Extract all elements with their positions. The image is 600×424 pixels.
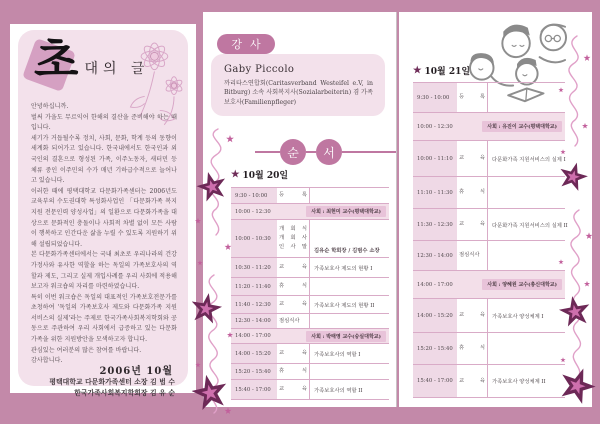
detail-cell: 가족보호사의 역할 II: [309, 380, 389, 399]
star-icon: ★: [231, 169, 240, 180]
order-circle-2: 서: [316, 139, 342, 165]
detail-cell: 다문화가족 지원서비스의 실제 I: [487, 141, 566, 176]
invitation-paragraph: 벌써 가을도 무르익어 한해의 결산을 준비해야 하는 때입니다.: [31, 113, 177, 132]
activity-cell: 개 회 식 개 회 사 인 사 말: [279, 226, 307, 250]
program-panel-day1: [203, 12, 397, 407]
order-circle-1: 순: [280, 139, 306, 165]
time-cell: 9:30 - 10:00: [413, 83, 457, 112]
activity-cell: 등 록: [459, 94, 485, 100]
schedule-row: [231, 344, 389, 364]
time-cell: 15:20 - 15:40: [413, 333, 457, 364]
schedule-row: [413, 209, 568, 241]
time-cell: 12:30 - 14:00: [413, 241, 457, 270]
lecturer-description: 까리타스연합회(Caritasverband Westeifel e.V, in Bitburg) 소속 사회복지사(Sozialarbeiterin) 겸 가족보호사(Familienpfleger): [224, 80, 373, 106]
order-header: [255, 139, 396, 165]
detail-cell: [309, 278, 389, 295]
schedule-chair-row: [231, 204, 389, 220]
time-cell: 15:40 - 17:00: [413, 365, 457, 397]
activity-cell: 교 육: [279, 386, 307, 392]
lecturer-name: Gaby Piccolo: [224, 64, 295, 75]
schedule-row: [231, 296, 389, 314]
invitation-paragraph: 본 다문화가족센터에서는 국내 최초로 우리나라의 건강가정사와 유사한 역할을 하는 독일의 가족보호사의 역할과 제도, 그리고 실제 개입사례를 우리 사회에 적용해보고자 워크숍의 자리를 마련하였습니다.: [31, 251, 177, 291]
order-line: [255, 151, 280, 153]
time-cell: 10:00 - 10:30: [231, 220, 277, 257]
activity-cell: 등 록: [279, 192, 307, 198]
time-cell: 9:30 - 10:00: [231, 188, 277, 203]
signature-line: 평택대학교 다문화가족센터 소장 김 범 수: [49, 378, 175, 387]
time-cell: 10:30 - 11:20: [231, 258, 277, 277]
schedule-row: [231, 314, 389, 329]
activity-cell: 교 육: [459, 221, 485, 227]
star-icon: ★: [413, 65, 422, 76]
schedule-row: [413, 177, 565, 209]
time-cell: 11:30 - 12:30: [413, 209, 457, 240]
time-cell: 10:00 - 12:30: [235, 208, 271, 215]
time-cell: 15:40 - 17:00: [231, 380, 277, 399]
detail-cell: [487, 177, 565, 208]
detail-cell: [487, 241, 565, 270]
activity-cell: 휴 식: [459, 189, 485, 195]
detail-cell: 가족보호사 제도의 현황 I: [309, 258, 389, 277]
lecturer-label: 강사: [217, 34, 275, 54]
activity-cell: 교 육: [459, 377, 485, 384]
schedule-row: [413, 333, 565, 365]
day2-title: [413, 64, 470, 77]
time-cell: 11:10 - 11:30: [413, 177, 457, 208]
schedule-row: [413, 141, 565, 177]
activity-cell: 점심식사: [279, 317, 300, 324]
order-line: [342, 151, 396, 153]
detail-cell: [309, 314, 389, 328]
schedule-chair-row: [413, 271, 565, 299]
invitation-paragraph: 이러한 때에 평택대학교 다문화가족센터는 2006년도 교육부의 수도권대학 특성화사업인 「다문화가족 복지지원 전문인력 양성사업」의 일환으로 다문화가족을 대상으로 문화적인 충돌이나 사회적 차별 없이 모든 사람이 행복하고 인간다운 삶을 누릴 수 있도록 지원하기 위해 설립되었습니다.: [31, 187, 177, 248]
schedule-chair-row: [413, 113, 565, 141]
day2-title-text: 10월 21일: [424, 67, 471, 77]
detail-cell: 가족보호사 제도의 현황 II: [309, 296, 389, 313]
moderator-label: 사회 : 최현미 교수(평택대학교): [306, 206, 386, 217]
schedule-row: [413, 299, 565, 333]
activity-cell: 교 육: [459, 312, 485, 318]
activity-cell: 교 육: [279, 350, 307, 356]
order-line: [306, 151, 316, 153]
title-initial-char: 초: [34, 33, 79, 87]
time-cell: 11:20 - 11:40: [231, 278, 277, 295]
day1-title-text: 10월 20일: [242, 171, 289, 181]
invitation-box: [18, 30, 188, 398]
schedule-row: [413, 83, 565, 113]
detail-cell: [309, 188, 389, 203]
date: 2006년 10월: [99, 365, 173, 377]
activity-cell: 점심식사: [459, 252, 480, 258]
schedule-row: [231, 364, 389, 380]
detail-cell: [309, 364, 389, 379]
moderator-label: 사회 : 박태영 교수(숭실대학교): [306, 331, 386, 342]
time-cell: 11:40 - 12:30: [231, 296, 277, 313]
program-panel-day2: [399, 12, 592, 407]
detail-cell: 가족보호사 양성체계 I: [487, 299, 565, 332]
lecturer-card: [211, 54, 385, 116]
moderator-label: 사회 : 양혜원 교수(총신대학교): [482, 279, 562, 290]
schedule-row: [231, 220, 389, 258]
time-cell: 14:00 - 15:20: [413, 299, 457, 332]
schedule-row: [413, 241, 565, 271]
page-title: [34, 34, 149, 86]
time-cell: 14:00 - 17:00: [235, 333, 271, 339]
moderator-label: 사회 : 유진이 교수(평택대학교): [482, 121, 562, 132]
invitation-paragraph: 관심있는 여러분의 많은 참여를 바랍니다.: [31, 346, 142, 354]
invitation-panel: [10, 24, 196, 398]
day1-title: [231, 168, 288, 181]
activity-cell: 교 육: [279, 301, 307, 307]
detail-cell: [487, 83, 565, 112]
invitation-paragraph: 안녕하십니까.: [31, 103, 69, 110]
time-cell: 12:30 - 14:00: [231, 314, 277, 328]
activity-cell: 휴 식: [279, 368, 307, 374]
schedule-row: [231, 278, 389, 296]
day1-schedule-table: [231, 187, 389, 400]
schedule-row: [413, 365, 565, 398]
detail-cell: 가족보호사 양성체계 II: [487, 365, 565, 397]
detail-cell: 다문화가족 지원서비스의 실제 II: [487, 209, 568, 240]
invitation-text: [31, 102, 177, 399]
time-cell: 10:00 - 11:10: [413, 141, 457, 176]
schedule-row: [231, 380, 389, 400]
day2-schedule-table: [413, 82, 568, 398]
detail-cell: 가족보호사의 역할 I: [309, 344, 389, 363]
activity-cell: 교 육: [279, 264, 307, 270]
time-cell: 14:00 - 17:00: [417, 281, 453, 288]
invitation-paragraph: 감사합니다.: [31, 357, 63, 365]
activity-cell: 휴 식: [279, 283, 307, 289]
time-cell: 15:20 - 15:40: [231, 364, 277, 379]
title-rest-text: 대의 글: [84, 61, 150, 77]
activity-cell: 교 육: [459, 155, 485, 161]
invitation-paragraph: 세기가 거듭될수록 정치, 사회, 문화, 학계 등의 동향이 세계화 되어가고 있습니다. 한국내에서도 한국인과 외국인의 결혼으로 형성된 가족, 이주노동자, 새터민 등 체류 중인 이주민의 수가 매년 기하급수적으로 늘어나고 있습니다.: [31, 134, 177, 185]
invitation-paragraph: 특히 이번 워크숍은 독일의 대표적인 가족보호전문가를 초청하여 '독일의 가족보호사 제도와 다문화가족 지원서비스의 실제'라는 주제로 한국가족사회복지학회와 공동으로 주관하여 우리 사회에서 급증하고 있는 다문화가족을 위한 지원방안을 모색하고자 합니다.: [31, 293, 177, 344]
detail-cell: [487, 333, 565, 364]
signature-line: 한국가족사회복지학회장 김 유 순: [74, 389, 175, 398]
schedule-chair-row: [231, 329, 389, 344]
signatures: [31, 377, 177, 399]
schedule-row: [231, 258, 389, 278]
time-cell: 14:00 - 15:20: [231, 344, 277, 363]
detail-cell: 김유순 학회장 / 김범수 소장: [309, 220, 389, 257]
time-cell: 10:00 - 12:30: [417, 123, 453, 130]
activity-cell: 휴 식: [459, 345, 485, 351]
schedule-row: [231, 188, 389, 204]
